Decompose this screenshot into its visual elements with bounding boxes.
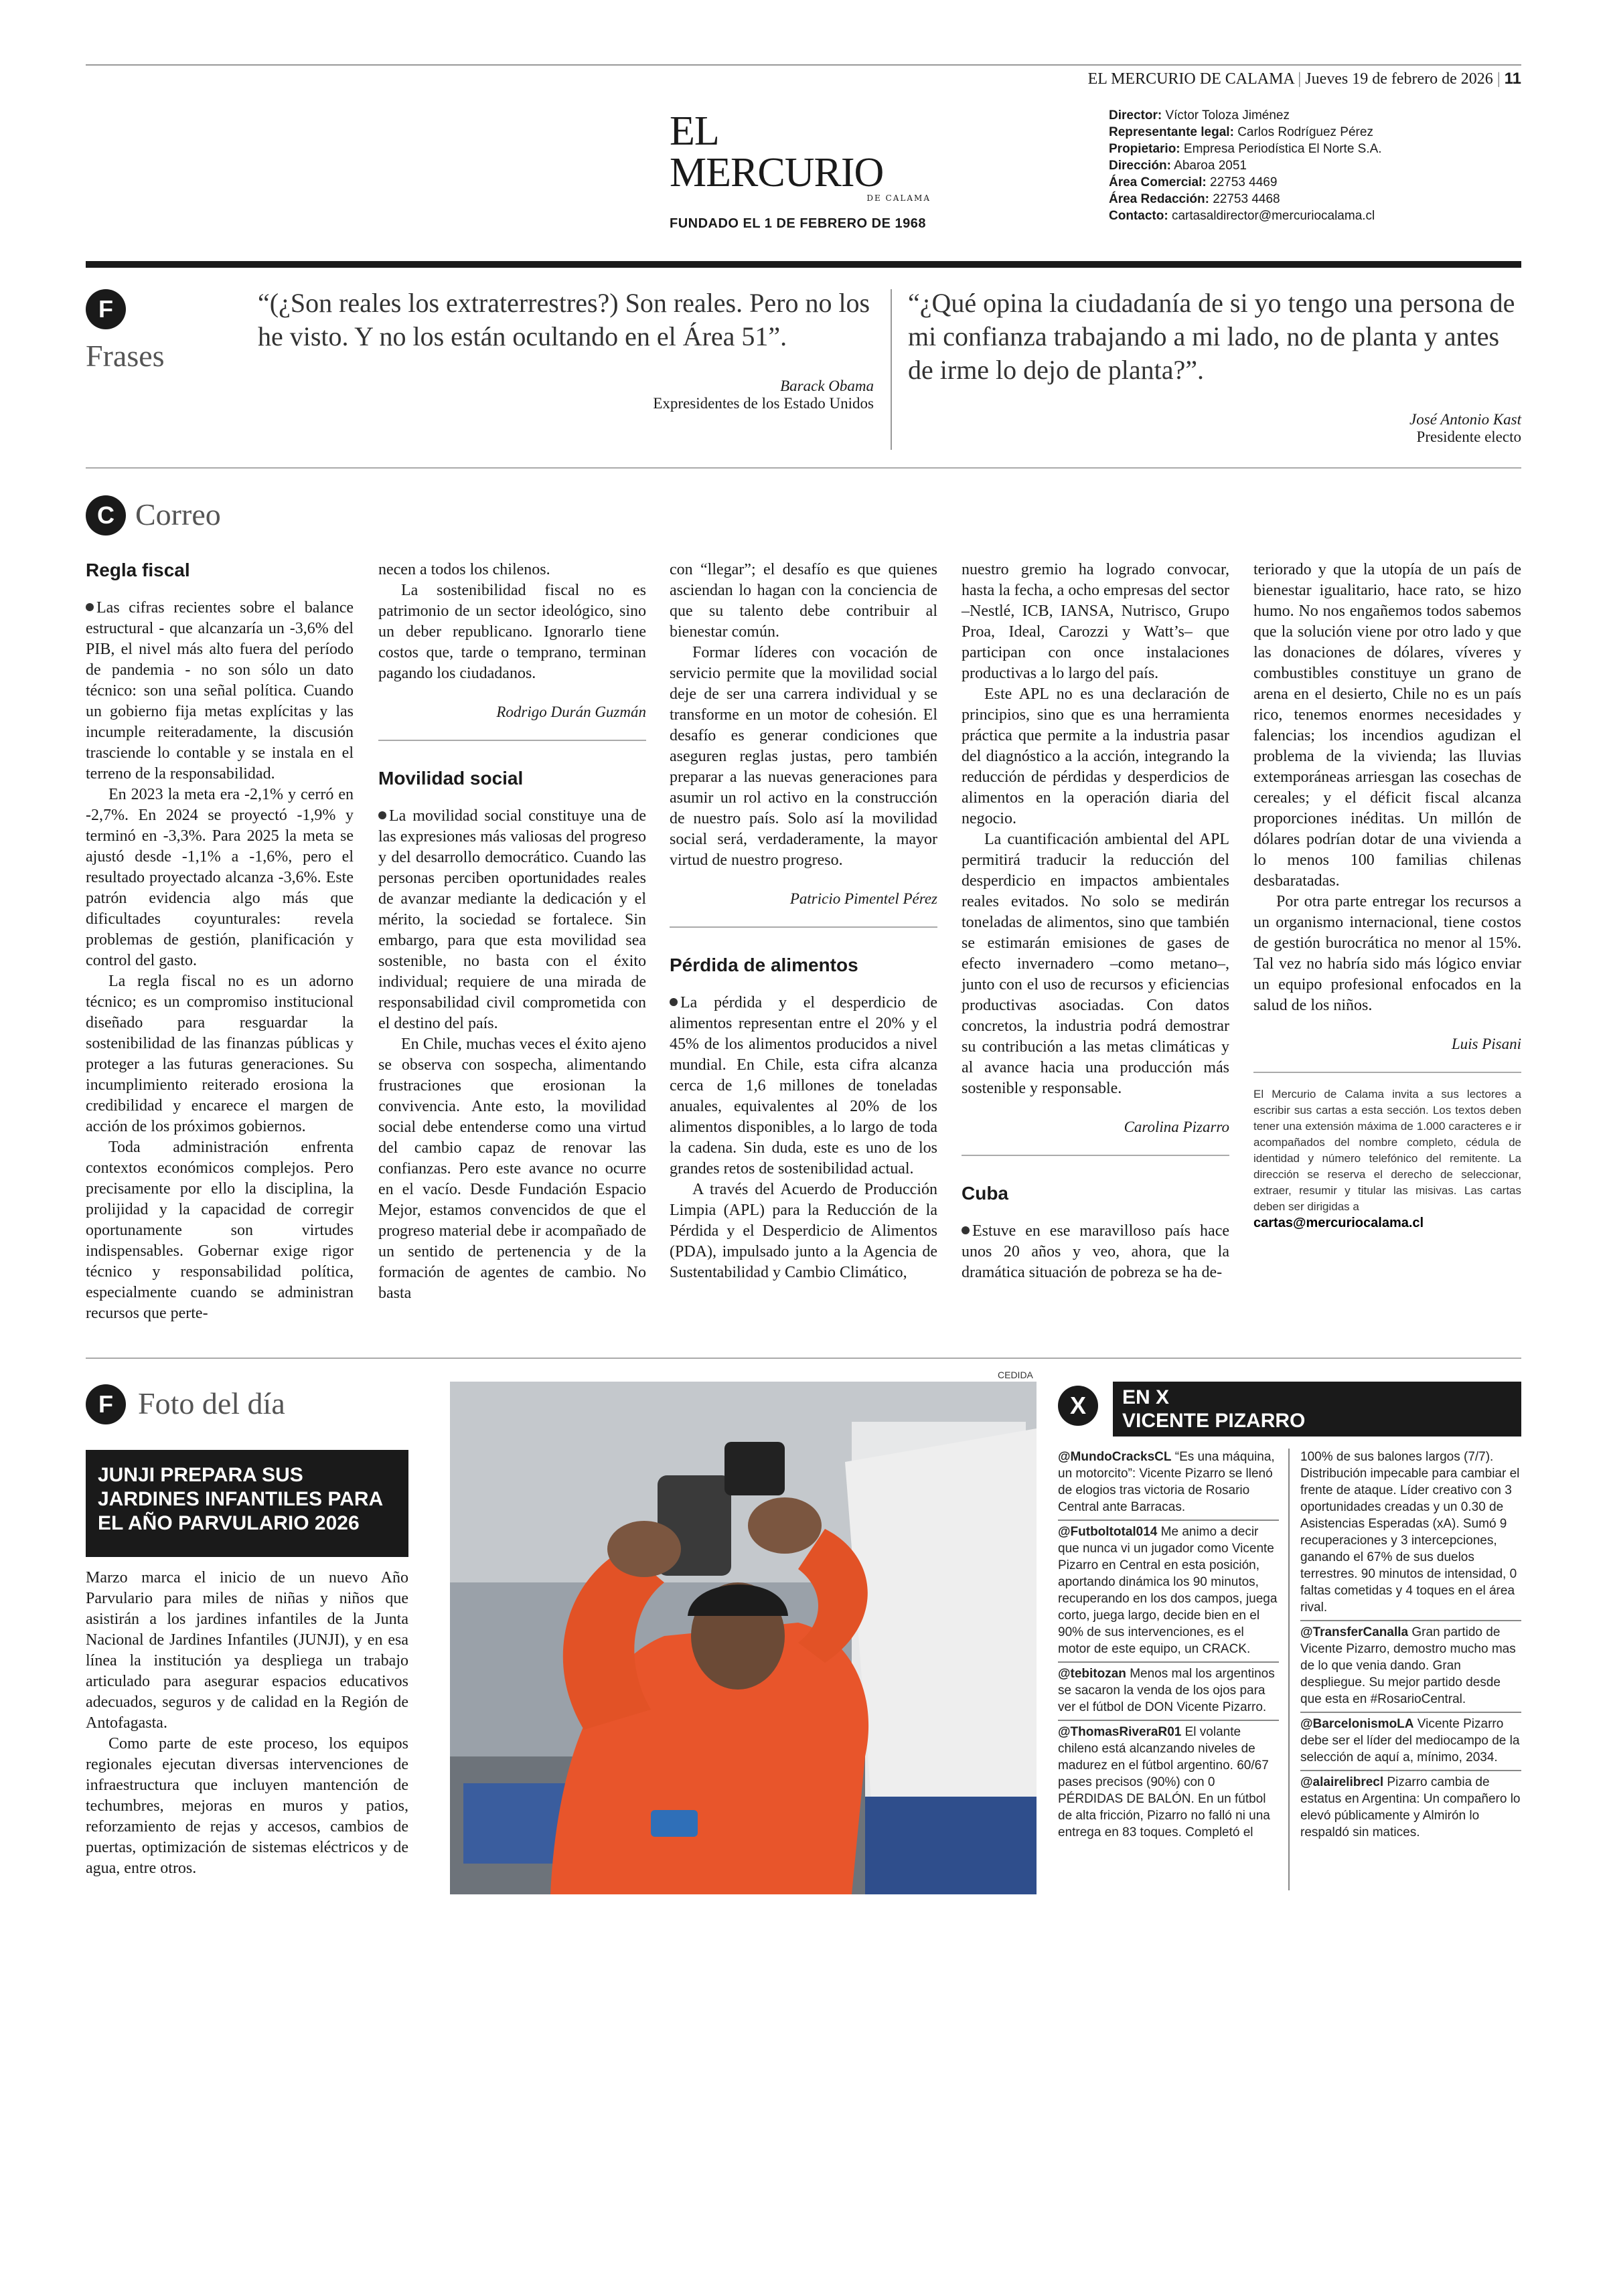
letter-paragraph: Las cifras recientes sobre el balance estructural - que alcanzaría un -3,6% del PIB, el nivel más alto fuera del período de pandemia - no son sólo un dato técnico: son una señal política. Cuando un gobierno fija metas explícitas y las incumple reiteradamente, la discusión trasciende lo contable y se instala en el terreno de la responsabilidad.	[86, 599, 354, 783]
letter-paragraph: En 2023 la meta era -2,1% y cerró en -2,7%. En 2024 se proyectó -1,9% y terminó en -3,3%. Para 2025 la meta se ajustó desde -1,1% a -1,6%, pero el resultado proyectado alcanza -3,6%. Este patrón evidencia algo más que dificultades coyunturales: revela problemas de gestión, planificación y control del gasto.	[86, 786, 354, 969]
letter-paragraph: A través del Acuerdo de Producción Limpia (APL) para la Reducción de la Pérdida y el Desperdicio de Alimentos (PDA), impulsado junto a la Agencia de Sustentabilidad y Cambio Climático,	[670, 1181, 937, 1281]
tweet: @tebitozan Menos mal los argentinos se sacaron la venda de los ojos para ver el fútbol de DON Vicente Pizarro.	[1058, 1663, 1279, 1721]
founded-line: FUNDADO EL 1 DE FEBRERO DE 1968	[670, 216, 926, 231]
letter-title: Regla fiscal	[86, 560, 190, 580]
masthead	[670, 110, 937, 232]
section-rule	[86, 261, 1521, 268]
letter-paragraph: teriorado y que la utopía de un país de bienestar igualitario, hace rato, se hizo humo. No nos engañemos todos sabemos que la solución viene por otro lado y que las donaciones de dólares, víveres y combustibles constituye un grano de arena en el desierto, Chile no es un país rico, tenemos enormes necesidades y falencias; los incendios agudizan el problema de la vivienda; las lluvias extemporáneas arriesgan las cosechas de cereales; y el déficit fiscal alcanza proporciones inéditas. Un millón de dólares podrían dotar de una vivienda a lo menos 100 familias chilenas desbaratadas.	[1253, 561, 1521, 890]
tweet: @TransferCanalla Gran partido de Vicente Pizarro, demostro mucho mas de lo que venia dando. Gran despliegue. Su mejor partido desde que esta en #RosarioCentral.	[1300, 1621, 1521, 1713]
letter-paragraph: La regla fiscal no es un adorno técnico; es un compromiso institucional diseñado para resguardar la sostenibilidad de las finanzas públicas y proteger a las futuras generaciones. Su incumplimiento reiterado erosiona la credibilidad y encarece el margen de acción de los próximos gobiernos.	[86, 973, 354, 1135]
tweets-divider	[1288, 1449, 1290, 1890]
quote-text: “(¿Son reales los extraterrestres?) Son reales. Pero no los he visto. Y no los están ocultando en el Área 51”.	[258, 288, 870, 351]
staff-line[interactable]: Contacto: cartasaldirector@mercuriocalama.cl	[1109, 209, 1375, 223]
foto-title: JUNJI PREPARA SUS JARDINES INFANTILES PARA EL AÑO PARVULARIO 2026	[98, 1464, 383, 1534]
bullet-icon	[378, 811, 386, 819]
tweet-user[interactable]: @ThomasRiveraR01	[1058, 1725, 1182, 1739]
tweet-user[interactable]: @Futboltotal014	[1058, 1525, 1158, 1539]
tweet: @BarcelonismoLA Vicente Pizarro debe ser el líder del mediocampo de la selección de aquí a, mínimo, 2034.	[1300, 1713, 1521, 1771]
tweet: @Futboltotal014 Me animo a decir que nunca vi un jugador como Vicente Pizarro en Central en esta posición, aportando dinámica los 90 minutos, recuperando en los dos campos, juega corto, juega largo, decide bien en el 90% de sus intervenciones, es el motor de este equipo, un CRACK.	[1058, 1521, 1279, 1663]
letter-column-2	[378, 560, 646, 1304]
letter-divider	[378, 740, 646, 741]
letter-title: Pérdida de alimentos	[670, 955, 858, 975]
bullet-icon	[670, 998, 678, 1006]
page-number: 11	[1504, 70, 1521, 88]
staff-line: Director: Víctor Toloza Jiménez	[1109, 108, 1290, 122]
correo-heading: Correo	[135, 497, 221, 531]
letter-signature: Luis Pisani	[1451, 1036, 1521, 1052]
masthead-subtitle: DE CALAMA	[866, 193, 931, 203]
caption-paragraph: Como parte de este proceso, los equipos regionales ejecutan diversas intervenciones de infraestructura que incluyen mantención de techumbres, mejoras en muros y patios, reforzamiento de rejas y accesos, cambios de puertas, optimización de sistemas eléctricos y de agua, entre otros.	[86, 1735, 408, 1877]
tweet: @MundoCracksCL “Es una máquina, un motorcito”: Vicente Pizarro se llenó de elogios tras victoria de Rosario Central ante Barracas.	[1058, 1446, 1279, 1521]
letter-paragraph: Estuve en ese maravilloso país hace unos 20 años y veo, ahora, que la dramática situación de pobreza se ha de-	[962, 1222, 1229, 1281]
bullet-icon	[86, 603, 94, 611]
enx-title-box	[1113, 1382, 1521, 1437]
top-rule	[86, 64, 1521, 66]
folio: EL MERCURIO DE CALAMA | Jueves 19 de febrero de 2026 | 11	[1087, 70, 1521, 88]
foto-title-box	[86, 1450, 408, 1557]
frases-heading: Frases	[86, 339, 165, 373]
letter-title: Cuba	[962, 1183, 1008, 1204]
tweet-user[interactable]: @tebitozan	[1058, 1667, 1126, 1681]
staff-line: Propietario: Empresa Periodística El Norte S.A.	[1109, 142, 1382, 156]
staff-box	[1109, 107, 1511, 224]
quote-kast	[908, 286, 1521, 446]
staff-line: Área Redacción: 22753 4468	[1109, 192, 1280, 206]
letter-title: Movilidad social	[378, 768, 524, 789]
quote-obama	[258, 286, 874, 412]
foto-caption	[86, 1568, 408, 1879]
tweet-user[interactable]: @alairelibrecl	[1300, 1775, 1384, 1789]
paper-name: EL MERCURIO DE CALAMA	[1087, 70, 1294, 88]
photo-credit: CEDIDA	[998, 1370, 1033, 1380]
tweet: @ThomasRiveraR01 El volante chileno está alcanzando niveles de madurez en el fútbol argentino. 60/67 pases precisos (90%) con 0 PÉRDIDAS DE BALÓN. En un fútbol de alta fricción, Pizarro no falló ni una entrega en 83 toques. Completó el	[1058, 1725, 1270, 1839]
letter-divider	[670, 926, 937, 928]
tweet-user[interactable]: @MundoCracksCL	[1058, 1450, 1172, 1464]
letter-column-4	[962, 560, 1229, 1283]
tweet: @alairelibrecl Pizarro cambia de estatus en Argentina: Un compañero lo elevó públicamente y Almirón lo respaldó sin matices.	[1300, 1775, 1521, 1839]
tweet-user[interactable]: @BarcelonismoLA	[1300, 1717, 1414, 1731]
enx-label: EN X	[1122, 1386, 1170, 1408]
quote-role: Presidente electo	[1416, 428, 1521, 445]
letter-paragraph: La movilidad social constituye una de las expresiones más valiosas del progreso y del desarrollo democrático. Cuando las personas perciben oportunidades reales de avanzar mediante la dedicación y el mérito, la sociedad se fortalece. Sin embargo, para que esta movilidad sea sostenible, no basta con el éxito individual; requiere de una mirada de responsabilidad civil comprometida con el destino del país.	[378, 807, 646, 1032]
letter-paragraph: nuestro gremio ha logrado convocar, hasta la fecha, a ocho empresas del sector –Nestlé, ICB, IANSA, Nutrisco, Grupo Proa, Ideal, Carozzi y Watt’s– que participan con once instalaciones productivas a lo largo del país.	[962, 561, 1229, 682]
letter-column-5	[1253, 560, 1521, 1232]
staff-line: Representante legal: Carlos Rodríguez Pérez	[1109, 125, 1373, 139]
letter-signature: Carolina Pizarro	[1124, 1119, 1229, 1135]
frases-bottom-rule	[86, 467, 1521, 469]
issue-date: Jueves 19 de febrero de 2026	[1305, 70, 1493, 88]
masthead-title: EL MERCURIO	[670, 108, 884, 195]
letter-signature: Rodrigo Durán Guzmán	[496, 704, 646, 720]
letter-column-3	[670, 560, 937, 1283]
letters-email-link[interactable]: cartas@mercuriocalama.cl	[1253, 1216, 1424, 1230]
photo-worker	[450, 1382, 1037, 1894]
letter-paragraph: Este APL no es una declaración de principios, sino que es una herramienta práctica que permite a la industria pasar del diagnóstico a la acción, integrando la reducción de pérdidas y desperdicios de alimentos en la operación diaria del negocio.	[962, 685, 1229, 827]
staff-line: Área Comercial: 22753 4469	[1109, 175, 1278, 189]
quote-role: Expresidentes de los Estado Unidos	[653, 395, 874, 412]
bullet-icon	[962, 1226, 970, 1234]
tweet-user[interactable]: @TransferCanalla	[1300, 1625, 1409, 1639]
quote-author: José Antonio Kast	[1409, 411, 1521, 428]
submission-notice: El Mercurio de Calama invita a sus lectores a escribir sus cartas a esta sección. Los textos deben tener una extensión máxima de 1.000 caracteres e ir acompañados del nombre completo, cédula de identidad y número telefónico del remitente. La dirección se reserva el derecho de seleccionar, extraer, resumir y titular las misivas. Las cartas deben ser dirigidas a cartas@mercuriocalama.cl	[1253, 1088, 1521, 1230]
letter-divider	[962, 1155, 1229, 1156]
letter-paragraph: En Chile, muchas veces el éxito ajeno se observa con sospecha, alimentando frustraciones que erosionan la convivencia. Ante esto, la movilidad social debe entenderse como una virtud del cambio capaz de renovar las confianzas. Pero este avance no ocurre en el vacío. Desde Fundación Espacio Mejor, estamos convencidos de que el progreso material debe ir acompañado de un sentido de pertenencia y de la formación de agentes de cambio. No basta	[378, 1036, 646, 1302]
quote-text: “¿Qué opina la ciudadanía de si yo tengo una persona de mi confianza trabajando a mi lado, no de planta y antes de irme lo dejo de planta?”.	[908, 288, 1515, 385]
correo-bottom-rule	[86, 1358, 1521, 1359]
tweets-column-1	[1058, 1446, 1279, 1845]
quote-divider	[891, 289, 892, 450]
letter-paragraph: Formar líderes con vocación de servicio permite que la movilidad social deje de ser una carrera individual y se transforme en un motor de cohesión. El desafío es generar condiciones que aseguren reglas justas, pero también preparar a las nuevas generaciones para asumir un rol activo en la construcción de nuestro país. Solo así la movilidad social será, verdaderamente, la mayor virtud de nuestro progreso.	[670, 644, 937, 869]
tweets-column-2	[1300, 1446, 1521, 1845]
letter-signature: Patricio Pimentel Pérez	[789, 890, 937, 907]
caption-paragraph: Marzo marca el inicio de un nuevo Año Parvulario para miles de niñas y niños que asistirán a los jardines infantiles de la Junta Nacional de Jardines Infantiles (JUNJI), y en esa línea la institución ya despliega un trabajo articulado para asegurar espacios educativos adecuados, seguros y de calidad en la Región de Antofagasta.	[86, 1569, 408, 1732]
staff-line: Dirección: Abaroa 2051	[1109, 159, 1247, 173]
letter-paragraph: necen a todos los chilenos.	[378, 561, 550, 578]
foto-badge-icon: F	[86, 1384, 126, 1424]
frases-badge-icon: F	[86, 289, 126, 329]
letter-paragraph: Toda administración enfrenta contextos económicos complejos. Pero precisamente por ello la disciplina, la prolijidad y la capacidad de corregir oportunamente son virtudes indispensables. Gobernar exige rigor técnico y responsabilidad política, especialmente cuando se administran recursos que perte-	[86, 1139, 354, 1322]
letter-paragraph: con “llegar”; el desafío es que quienes asciendan lo hagan con la conciencia de que su talento debe contribuir al bienestar común.	[670, 561, 937, 641]
letter-paragraph: La cuantificación ambiental del APL permitirá traducir la reducción del desperdicio en impactos ambientales reales evitados. No solo se medirán toneladas de alimentos, sino que también se estimarán emisiones de gases de efecto invernadero –como metano–, junto con el uso de recursos y eficiencias productivas asociadas. Con datos concretos, la industria podrá demostrar su contribución a las metas climáticas y al avance hacia una producción más sostenible y responsable.	[962, 831, 1229, 1097]
letter-column-1	[86, 560, 354, 1324]
quote-author: Barack Obama	[780, 378, 874, 394]
letter-paragraph: La pérdida y el desperdicio de alimentos representan entre el 20% y el 45% de los alimentos producidos a nivel mundial. En Chile, esta cifra alcanza cerca de 1,6 millones de toneladas anuales, equivalentes al 20% de los alimentos disponibles, a lo largo de toda la cadena. Sin duda, este es uno de los grandes retos de sostenibilidad actual.	[670, 994, 937, 1177]
letter-paragraph: Por otra parte entregar los recursos a un organismo internacional, tiene costos de gestión burocrática no menor al 15%. Tal vez no habría sido más lógico enviar un equipo profesional enfocados en la salud de los niños.	[1253, 893, 1521, 1014]
letter-paragraph: La sostenibilidad fiscal no es patrimonio de un sector ideológico, sino un deber republicano. Ignorarlo tiene costos que, tarde o temprano, terminan pagando los ciudadanos.	[378, 582, 646, 682]
foto-heading: Foto del día	[138, 1386, 285, 1420]
letter-divider	[1253, 1072, 1521, 1073]
photo-illustration	[450, 1382, 1037, 1894]
tweet: 100% de sus balones largos (7/7). Distribución impecable para cambiar el frente de ataque. Líder creativo con 3 oportunidades creadas y un 0.30 de Asistencias Esperadas (xA). Sumó 9 recuperaciones y 3 intercepciones, ganando el 67% de sus duelos terrestres. 90 minutos de intensidad, 0 faltas cometidas y 4 toques en el área rival.	[1300, 1446, 1521, 1621]
correo-badge-icon: C	[86, 495, 126, 536]
x-badge-icon: X	[1058, 1386, 1098, 1426]
enx-name: VICENTE PIZARRO	[1122, 1410, 1306, 1432]
